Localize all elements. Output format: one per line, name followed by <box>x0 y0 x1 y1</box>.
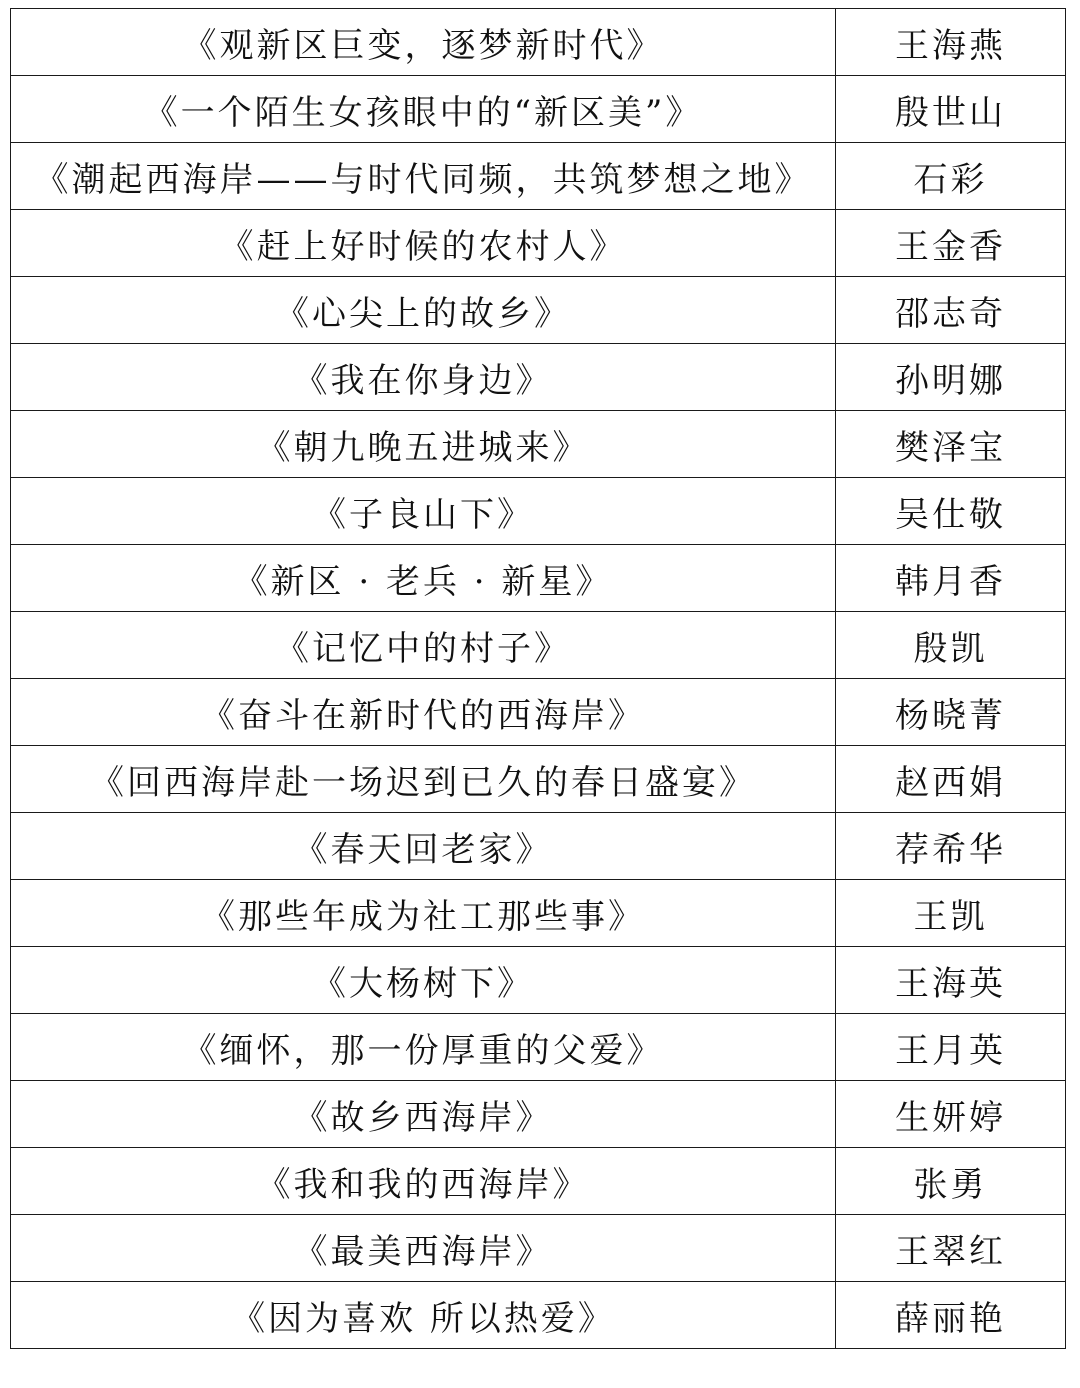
work-title: 《赶上好时候的农村人》 <box>11 210 836 277</box>
work-title: 《故乡西海岸》 <box>11 1081 836 1148</box>
author-name: 吴仕敬 <box>836 478 1066 545</box>
work-title: 《我在你身边》 <box>11 344 836 411</box>
work-title: 《奋斗在新时代的西海岸》 <box>11 679 836 746</box>
work-title: 《缅怀，那一份厚重的父爱》 <box>11 1014 836 1081</box>
author-name: 石彩 <box>836 143 1066 210</box>
table-row <box>11 143 1066 210</box>
author-name: 薛丽艳 <box>836 1282 1066 1349</box>
table-row <box>11 1014 1066 1081</box>
table-row <box>11 478 1066 545</box>
work-title: 《潮起西海岸——与时代同频，共筑梦想之地》 <box>11 143 836 210</box>
work-title: 《大杨树下》 <box>11 947 836 1014</box>
author-name: 邵志奇 <box>836 277 1066 344</box>
table-row <box>11 1215 1066 1282</box>
work-title: 《春天回老家》 <box>11 813 836 880</box>
author-name: 殷凯 <box>836 612 1066 679</box>
work-title: 《最美西海岸》 <box>11 1215 836 1282</box>
table-row <box>11 746 1066 813</box>
table-row <box>11 612 1066 679</box>
table-row <box>11 679 1066 746</box>
author-name: 生妍婷 <box>836 1081 1066 1148</box>
table-row <box>11 1282 1066 1349</box>
work-title: 《新区 · 老兵 · 新星》 <box>11 545 836 612</box>
work-title: 《观新区巨变，逐梦新时代》 <box>11 9 836 76</box>
table-row <box>11 947 1066 1014</box>
author-name: 张勇 <box>836 1148 1066 1215</box>
author-name: 殷世山 <box>836 76 1066 143</box>
author-name: 孙明娜 <box>836 344 1066 411</box>
author-name: 赵西娟 <box>836 746 1066 813</box>
works-table <box>10 8 1066 1349</box>
work-title: 《回西海岸赴一场迟到已久的春日盛宴》 <box>11 746 836 813</box>
table-row <box>11 344 1066 411</box>
author-name: 王金香 <box>836 210 1066 277</box>
author-name: 王翠红 <box>836 1215 1066 1282</box>
works-table-body <box>11 9 1066 1349</box>
table-row <box>11 545 1066 612</box>
table-row <box>11 880 1066 947</box>
work-title: 《记忆中的村子》 <box>11 612 836 679</box>
author-name: 韩月香 <box>836 545 1066 612</box>
table-row <box>11 76 1066 143</box>
table-row <box>11 411 1066 478</box>
work-title: 《子良山下》 <box>11 478 836 545</box>
author-name: 荐希华 <box>836 813 1066 880</box>
work-title: 《我和我的西海岸》 <box>11 1148 836 1215</box>
work-title: 《一个陌生女孩眼中的“新区美”》 <box>11 76 836 143</box>
author-name: 王凯 <box>836 880 1066 947</box>
table-row <box>11 277 1066 344</box>
author-name: 王月英 <box>836 1014 1066 1081</box>
author-name: 王海燕 <box>836 9 1066 76</box>
work-title: 《因为喜欢 所以热爱》 <box>11 1282 836 1349</box>
table-row <box>11 9 1066 76</box>
work-title: 《心尖上的故乡》 <box>11 277 836 344</box>
author-name: 杨晓菁 <box>836 679 1066 746</box>
table-row <box>11 1081 1066 1148</box>
author-name: 樊泽宝 <box>836 411 1066 478</box>
author-name: 王海英 <box>836 947 1066 1014</box>
table-row <box>11 813 1066 880</box>
work-title: 《那些年成为社工那些事》 <box>11 880 836 947</box>
work-title: 《朝九晚五进城来》 <box>11 411 836 478</box>
table-row <box>11 1148 1066 1215</box>
table-row <box>11 210 1066 277</box>
